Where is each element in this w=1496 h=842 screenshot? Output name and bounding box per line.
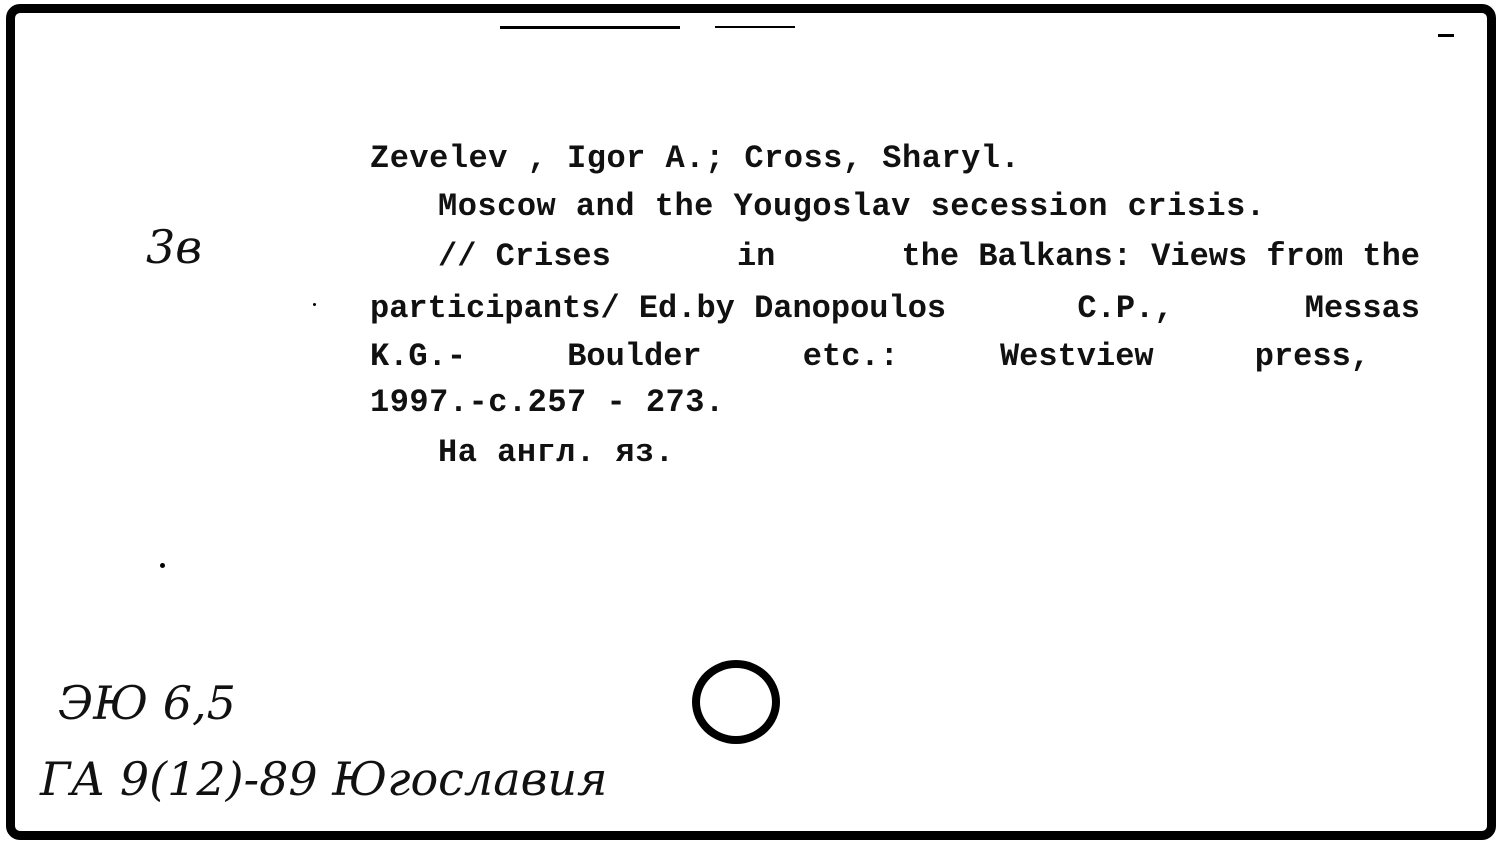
speck (313, 303, 316, 306)
participants-line (370, 290, 1420, 327)
top-edge-mark (500, 26, 680, 29)
participants-word: C.P., (1077, 290, 1174, 327)
publisher-word: K.G.- (370, 338, 467, 375)
top-edge-mark (1438, 34, 1454, 37)
pages-line: 1997.-c.257 - 273. (370, 384, 725, 421)
handwritten-shelf-mark: 3в (146, 220, 203, 274)
language-note: На англ. яз. (438, 434, 675, 471)
title-line: Moscow and the Yougoslav secession crisis. (438, 188, 1266, 225)
publisher-word: etc.: (802, 338, 899, 375)
source-word: the Balkans: Views from the (901, 238, 1420, 275)
source-line (438, 238, 1420, 275)
source-word: in (736, 238, 776, 275)
participants-word: participants/ Ed.by Danopoulos (370, 290, 947, 327)
publisher-line (370, 338, 1370, 375)
publisher-word: Boulder (567, 338, 702, 375)
publisher-word: Westview (999, 338, 1154, 375)
source-word: // Crises (438, 238, 611, 275)
handwritten-classification: ГА 9(12)-89 Югославия (40, 752, 608, 806)
punch-hole (692, 660, 780, 744)
top-edge-mark (715, 26, 795, 28)
speck (160, 563, 165, 568)
author-line: Zevelev , Igor A.; Cross, Sharyl. (370, 140, 1021, 177)
handwritten-code: ЭЮ 6,5 (58, 676, 236, 730)
participants-word: Messas (1304, 290, 1420, 327)
publisher-word: press, (1254, 338, 1370, 375)
